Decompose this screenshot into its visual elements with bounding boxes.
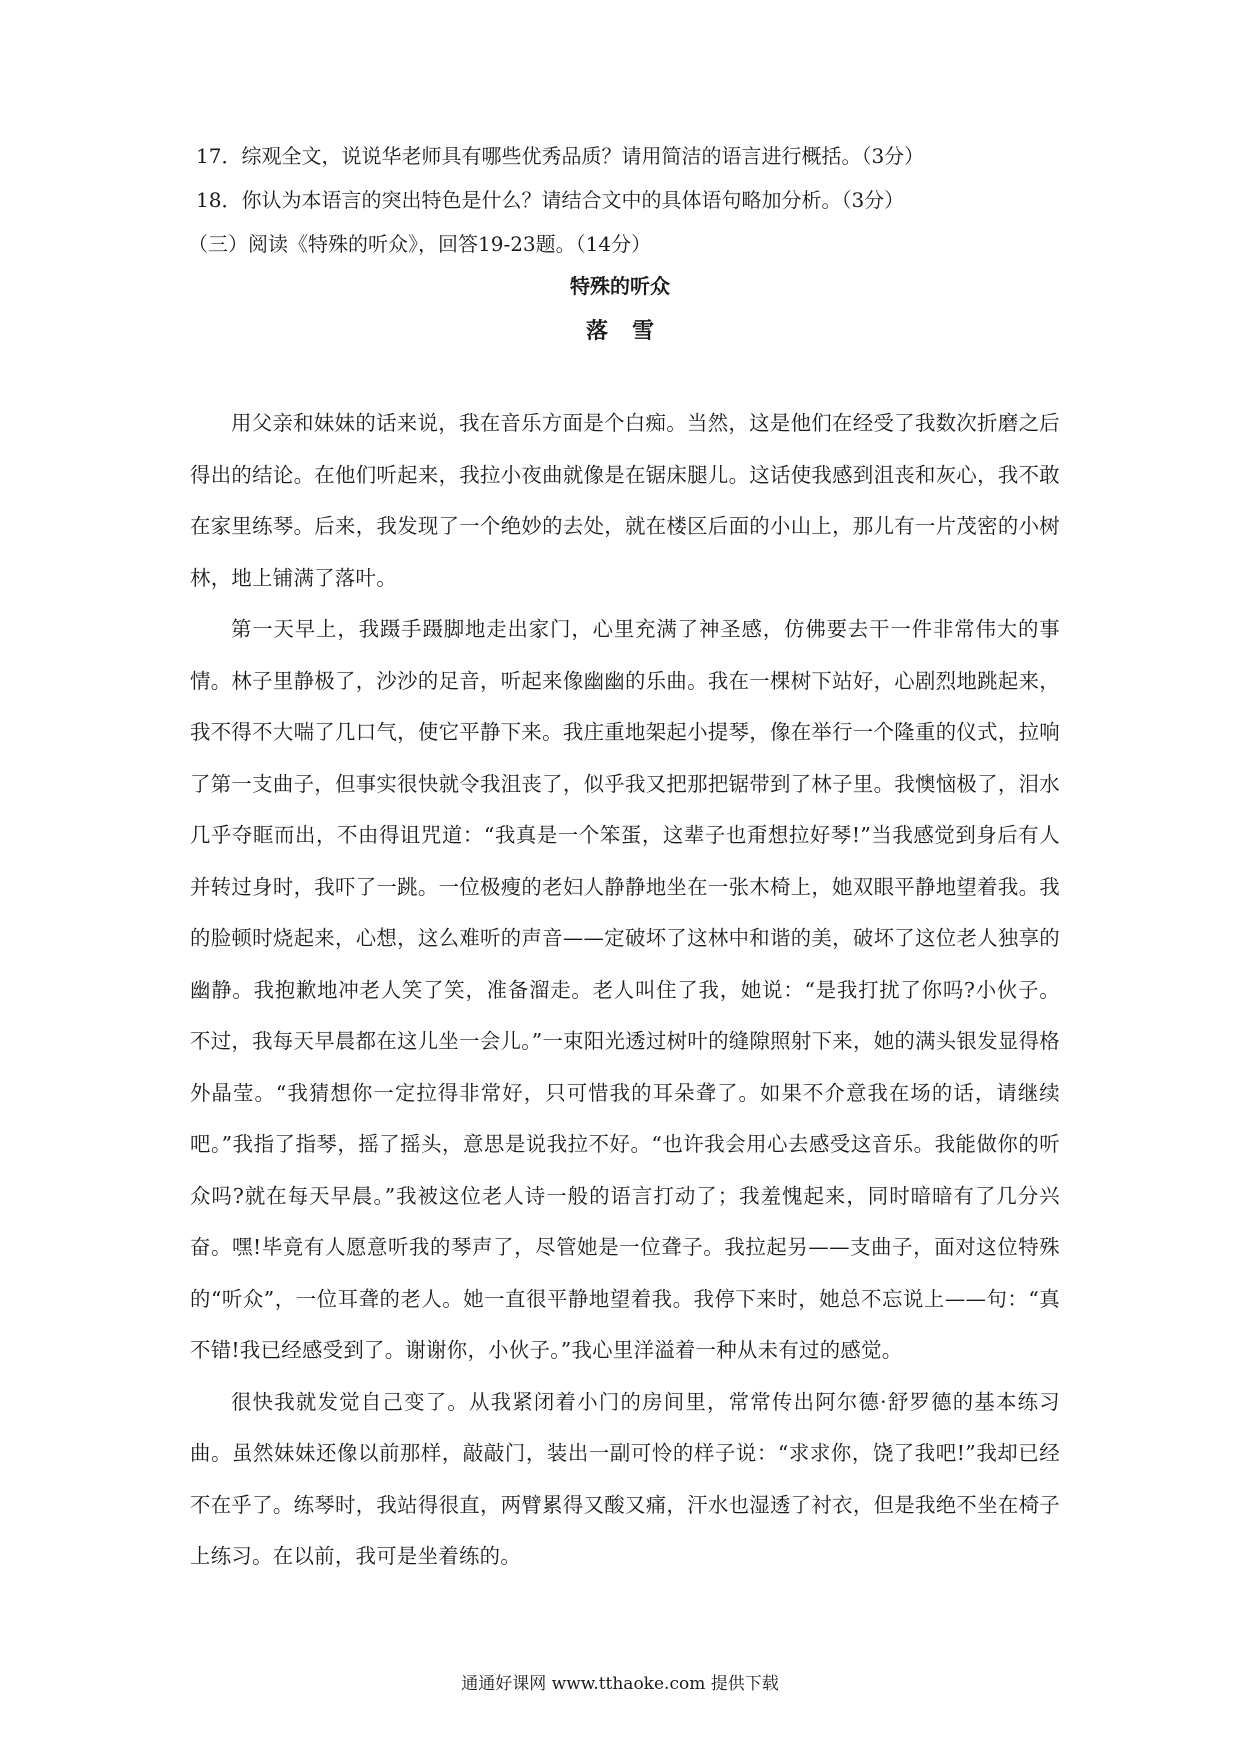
section-intro: （三）阅读《特殊的听众》，回答19-23题。（14分） <box>188 232 652 256</box>
article-body <box>190 398 1060 1583</box>
article-author: 落雪 <box>585 318 678 344</box>
question-18: 18．你认为本语言的突出特色是什么？请结合文中的具体语句略加分析。（3分） <box>196 188 905 212</box>
paragraph-2: 第一天早上，我蹑手蹑脚地走出家门，心里充满了神圣感，仿佛要去干一件非常伟大的事情。林子里静极了，沙沙的足音，听起来像幽幽的乐曲。我在一棵树下站好，心剧烈地跳起来，我不得不大喘了几口气，使它平静下来。我庄重地架起小提琴，像在举行一个隆重的仪式，拉响了第一支曲子，但事实很快就令我沮丧了，似乎我又把那把锯带到了林子里。我懊恼极了，泪水几乎夺眶而出，不由得诅咒道：“我真是一个笨蛋，这辈子也甭想拉好琴!”当我感觉到身后有人并转过身时，我吓了一跳。一位极瘦的老妇人静静地坐在一张木椅上，她双眼平静地望着我。我的脸顿时烧起来，心想，这么难听的声音——定破坏了这林中和谐的美，破坏了这位老人独享的幽静。我抱歉地冲老人笑了笑，准备溜走。老人叫住了我，她说：“是我打扰了你吗?小伙子。不过，我每天早晨都在这儿坐一会儿。”一束阳光透过树叶的缝隙照射下来，她的满头银发显得格外晶莹。“我猜想你一定拉得非常好，只可惜我的耳朵聋了。如果不介意我在场的话，请继续吧。”我指了指琴，摇了摇头，意思是说我拉不好。“也许我会用心去感受这音乐。我能做你的听众吗?就在每天早晨。”我被这位老人诗一般的语言打动了；我羞愧起来，同时暗暗有了几分兴奋。嘿!毕竟有人愿意听我的琴声了，尽管她是一位聋子。我拉起另——支曲子，面对这位特殊的“听众”，一位耳聋的老人。她一直很平静地望着我。我停下来时，她总不忘说上——句：“真不错!我已经感受到了。谢谢你，小伙子。”我心里洋溢着一种从未有过的感觉。 <box>190 617 1060 1362</box>
page-footer: 通通好课网 www.tthaoke.com 提供下载 <box>461 1674 779 1694</box>
paragraph-3: 很快我就发觉自己变了。从我紧闭着小门的房间里，常常传出阿尔德·舒罗德的基本练习曲。虽然妹妹还像以前那样，敲敲门，装出一副可怜的样子说：“求求你，饶了我吧!”我却已经不在乎了。练琴时，我站得很直，两臂累得又酸又痛，汗水也湿透了衬衣，但是我绝不坐在椅子上练习。在以前，我可是坐着练的。 <box>190 1389 1060 1568</box>
question-17: 17．综观全文，说说华老师具有哪些优秀品质？请用简洁的语言进行概括。（3分） <box>196 144 925 168</box>
paragraph-1: 用父亲和妹妹的话来说，我在音乐方面是个白痴。当然，这是他们在经受了我数次折磨之后得出的结论。在他们听起来，我拉小夜曲就像是在锯床腿儿。这话使我感到沮丧和灰心，我不敢在家里练琴。后来，我发现了一个绝妙的去处，就在楼区后面的小山上，那儿有一片茂密的小树林，地上铺满了落叶。 <box>190 411 1060 590</box>
article-title: 特殊的听众 <box>570 274 670 298</box>
